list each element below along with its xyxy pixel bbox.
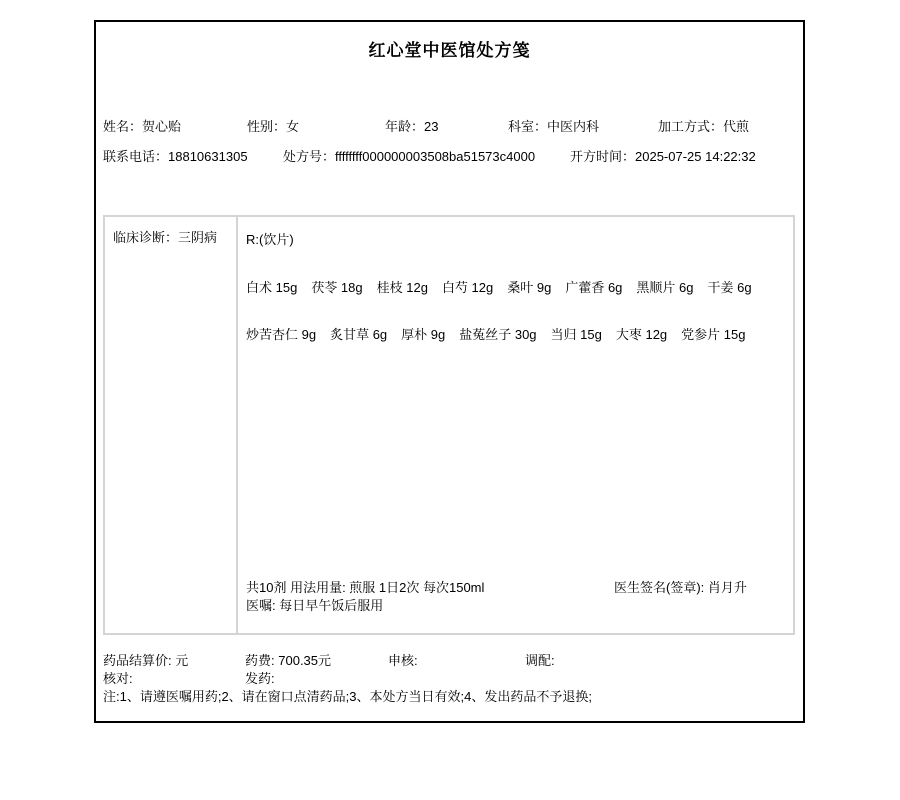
herb-item: 当归 15g	[550, 327, 602, 342]
doctor-signature	[614, 577, 747, 596]
issue-time-value: 2025-07-25 14:22:32	[635, 149, 756, 164]
field-age	[385, 118, 438, 135]
prescription-sheet	[94, 20, 805, 723]
check-field: 核对:	[103, 671, 133, 686]
field-processing	[658, 118, 749, 135]
issue-time-label: 开方时间：	[570, 149, 636, 164]
footer-note: 注:1、请遵医嘱用药;2、请在窗口点清药品;3、本处方当日有效;4、发出药品不予退换;	[103, 689, 592, 704]
herb-item: 桂枝 12g	[376, 280, 428, 295]
rx-content-cell	[238, 217, 793, 633]
herb-item: 广藿香 6g	[565, 280, 623, 295]
department-label: 科室：	[508, 119, 548, 134]
herb-item: 厚朴 9g	[401, 327, 446, 342]
diagnosis-value: 三阴病	[178, 230, 218, 245]
processing-value: 代煎	[723, 119, 750, 134]
field-phone	[103, 148, 248, 165]
herb-item: 白术 15g	[246, 280, 298, 295]
herb-item: 白芍 12g	[441, 280, 494, 295]
phone-value: 18810631305	[168, 149, 248, 164]
herb-item: 炒苦杏仁 9g	[246, 327, 317, 342]
rx-header: R:(饮片)	[246, 232, 294, 247]
doctor-signature-label: 医生签名(签章):	[614, 580, 705, 595]
review-field: 申核:	[388, 653, 418, 668]
instruction-label: 医嘱:	[246, 598, 276, 613]
field-patient-name	[103, 118, 181, 135]
prepare-field: 调配:	[525, 653, 555, 668]
settle-price-value: 元	[175, 653, 189, 668]
department-value: 中医内科	[547, 119, 600, 134]
herb-item: 盐菟丝子 30g	[459, 327, 537, 342]
prescription-box	[103, 215, 795, 635]
field-department	[508, 118, 599, 135]
herb-line-2	[246, 324, 785, 343]
medicine-fee-label: 药费:	[245, 653, 275, 668]
field-rx-number	[283, 148, 535, 165]
usage-line: 共10剂 用法用量: 煎服 1日2次 每次150ml	[246, 580, 485, 595]
instruction-line	[246, 595, 383, 614]
herb-item: 大枣 12g	[615, 327, 668, 342]
age-value: 23	[424, 119, 439, 134]
phone-label: 联系电话：	[103, 149, 169, 164]
herb-item: 茯苓 18g	[311, 280, 363, 295]
instruction-value: 每日早午饭后服用	[279, 598, 384, 613]
medicine-fee	[245, 652, 331, 669]
herb-item: 炙甘草 6g	[330, 327, 388, 342]
field-gender	[247, 118, 299, 135]
settle-price-label: 药品结算价:	[103, 653, 172, 668]
herb-item: 黑顺片 6g	[636, 280, 694, 295]
rx-number-label: 处方号：	[283, 149, 336, 164]
settle-price	[103, 652, 188, 669]
herb-item: 桑叶 9g	[507, 280, 552, 295]
gender-label: 性别：	[247, 119, 287, 134]
gender-value: 女	[286, 119, 300, 134]
page-title: 红心堂中医馆处方笺	[368, 41, 531, 60]
patient-name-value: 贺心贻	[142, 119, 182, 134]
herb-line-1	[246, 277, 785, 296]
dispense-field: 发药:	[245, 671, 275, 686]
patient-name-label: 姓名：	[103, 119, 143, 134]
age-label: 年龄：	[385, 119, 425, 134]
rx-number-value: ffffffff000000003508ba51573c4000	[335, 149, 536, 164]
herb-item: 干姜 6g	[707, 280, 752, 295]
diagnosis-cell	[105, 217, 238, 633]
processing-label: 加工方式：	[658, 119, 724, 134]
diagnosis-label: 临床诊断：	[113, 230, 179, 245]
herb-item: 党参片 15g	[681, 327, 746, 342]
field-issue-time	[570, 148, 756, 165]
doctor-signature-value: 肖月升	[707, 580, 747, 595]
medicine-fee-value: 700.35元	[278, 653, 332, 668]
